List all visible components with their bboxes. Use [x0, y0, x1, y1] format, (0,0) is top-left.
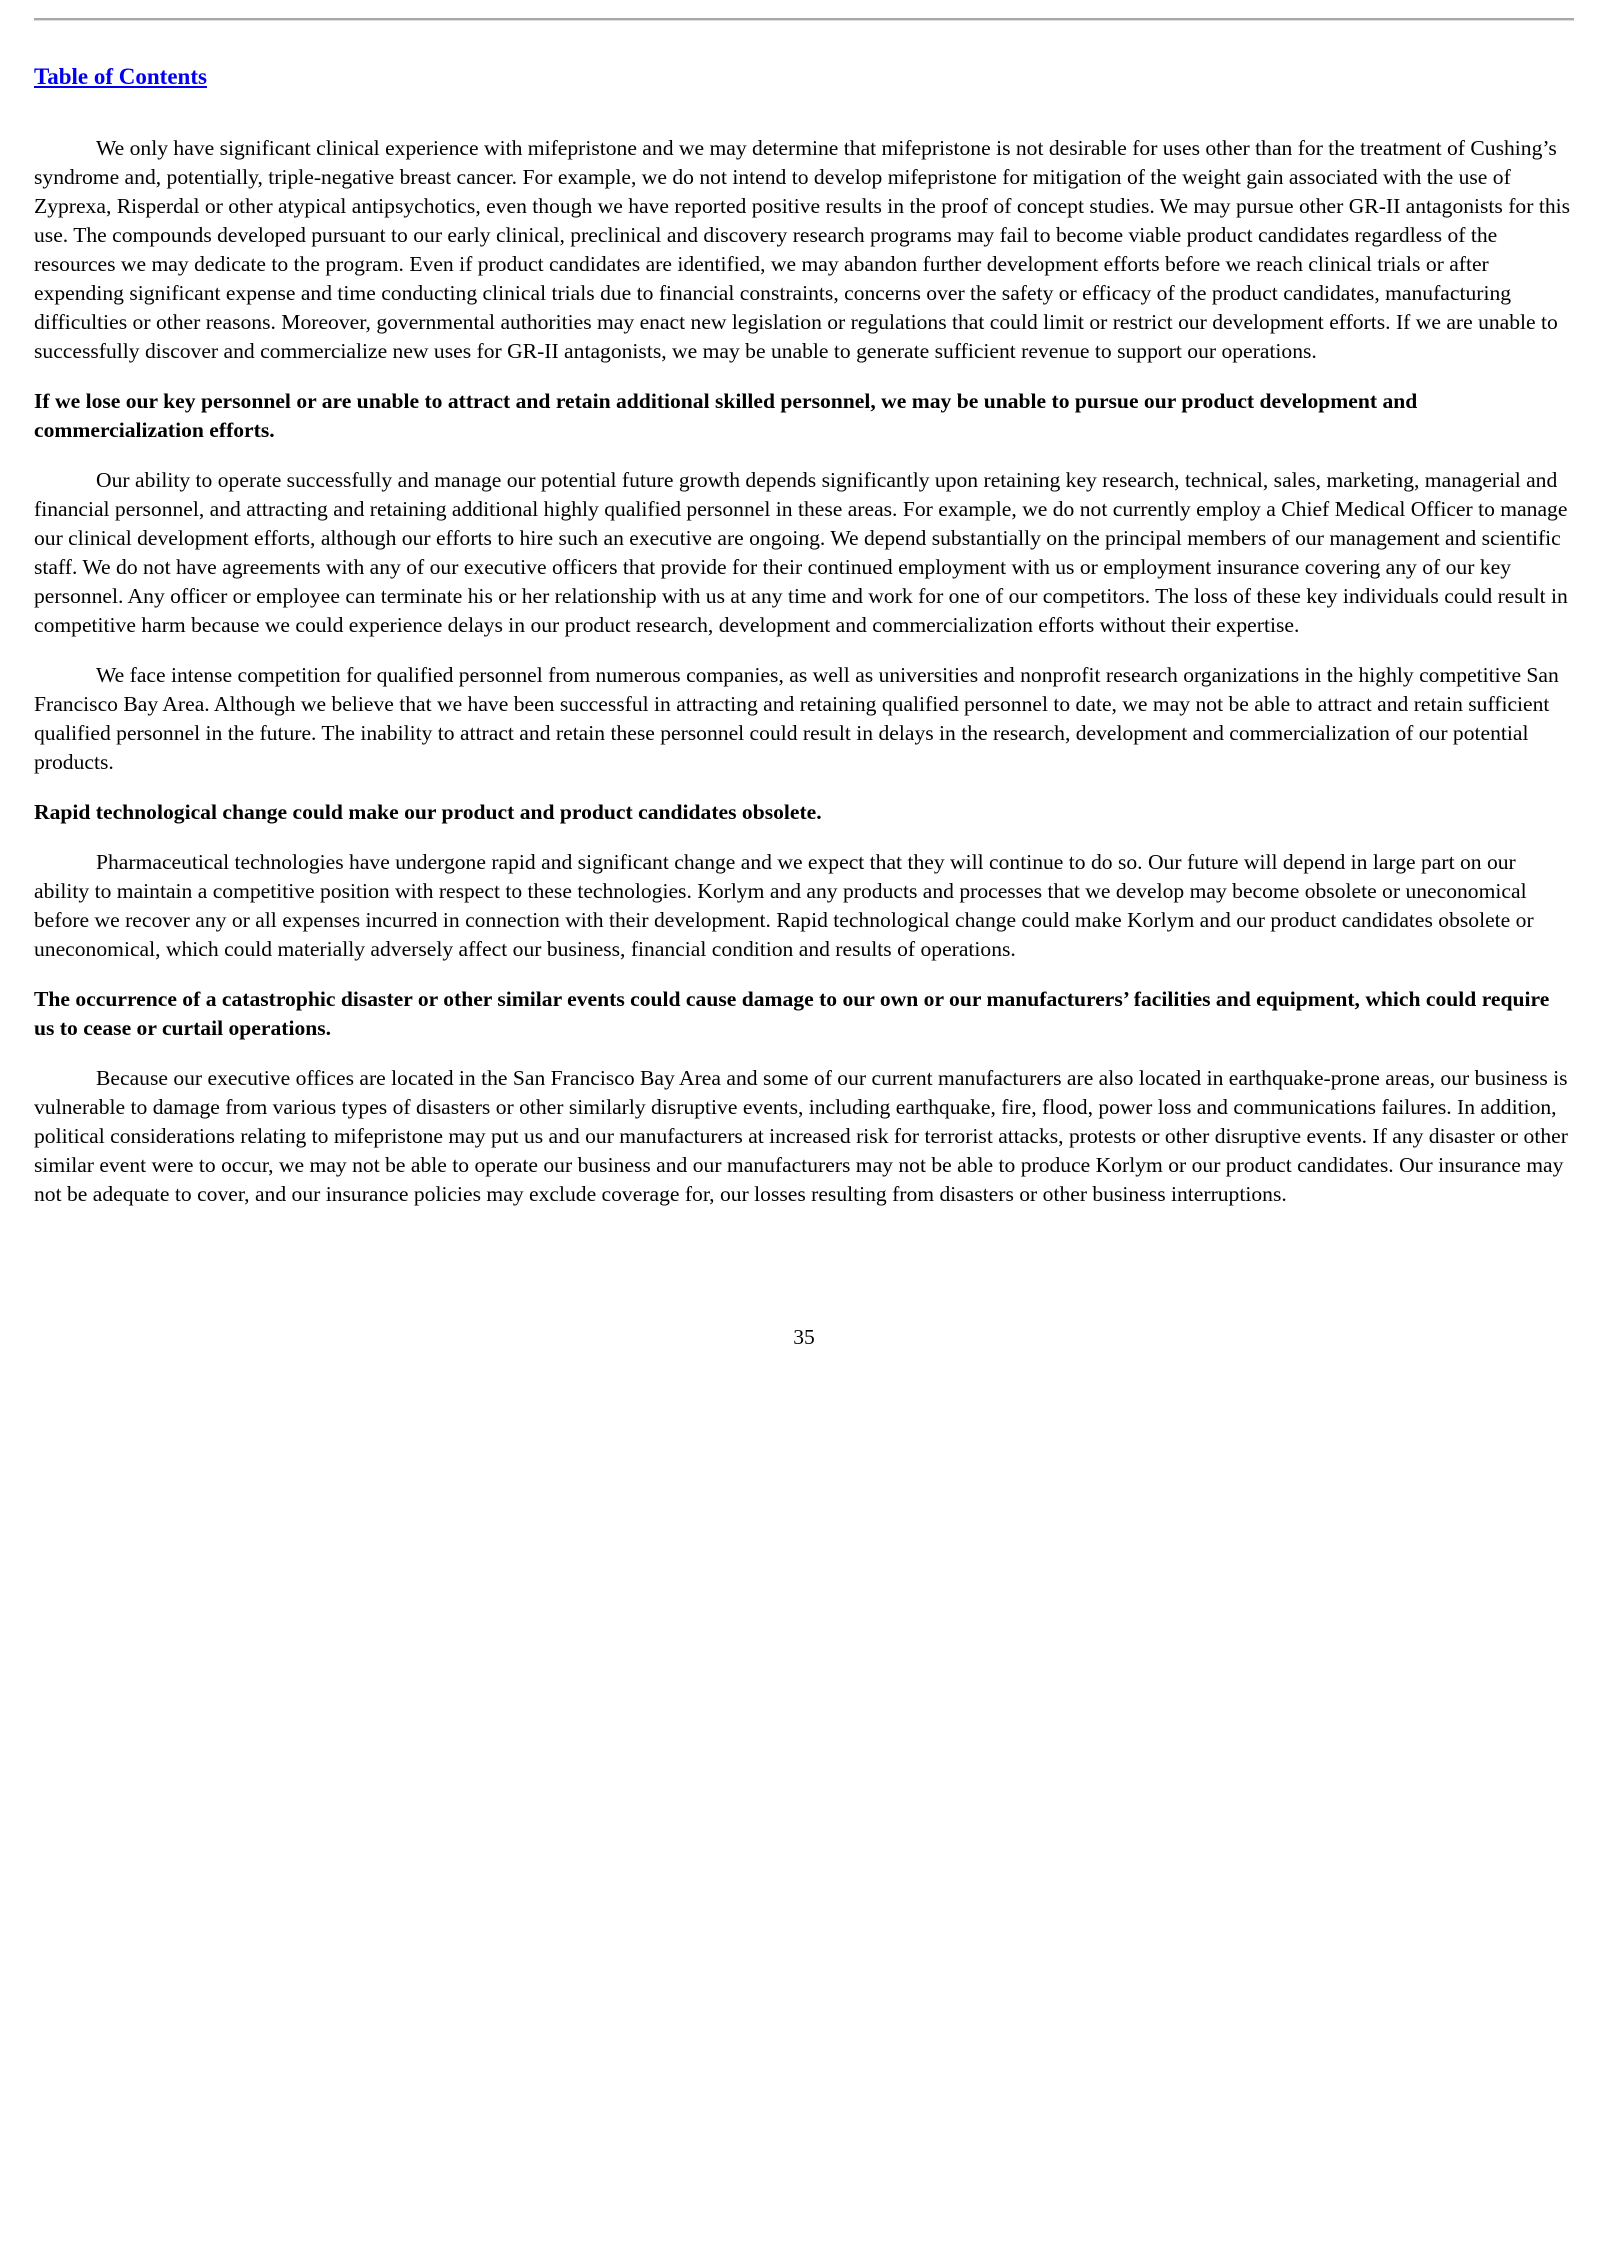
top-divider: [34, 18, 1574, 20]
body-paragraph: We face intense competition for qualified personnel from numerous companies, as well as universities and nonprofit research organizations in the highly competitive San Francisco Bay Area. Although we believe that we have been successful in attracting and retaining qualified personnel to date, we may not be able to attract and retain sufficient qualified personnel in the future. The inability to attract and retain these personnel could result in delays in the research, development and commercialization of our potential products.: [34, 663, 1559, 774]
section-heading: If we lose our key personnel or are unable to attract and retain additional skilled personnel, we may be unable to pursue our product development and commercialization efforts.: [34, 389, 1418, 442]
body-paragraph: Because our executive offices are located in the San Francisco Bay Area and some of our current manufacturers are also located in earthquake-prone areas, our business is vulnerable to damage from various types of disasters or other similarly disruptive events, including earthquake, fire, flood, power loss and communications failures. In addition, political considerations relating to mifepristone may put us and our manufacturers at increased risk for terrorist attacks, protests or other disruptive events. If any disaster or other similar event were to occur, we may not be able to operate our business and our manufacturers may not be able to produce Korlym or our product candidates. Our insurance may not be adequate to cover, and our insurance policies may exclude coverage for, our losses resulting from disasters or other business interruptions.: [34, 1066, 1568, 1206]
table-of-contents-link[interactable]: Table of Contents: [34, 64, 207, 89]
section-heading: Rapid technological change could make our product and product candidates obsolete.: [34, 800, 822, 824]
body-paragraph: Pharmaceutical technologies have undergone rapid and significant change and we expect that they will continue to do so. Our future will depend in large part on our ability to maintain a competitive position with respect to these technologies. Korlym and any products and processes that we develop may become obsolete or uneconomical before we recover any or all expenses incurred in connection with their development. Rapid technological change could make Korlym and our product candidates obsolete or uneconomical, which could materially adversely affect our business, financial condition and results of operations.: [34, 850, 1534, 961]
body-paragraph: Our ability to operate successfully and manage our potential future growth depends significantly upon retaining key research, technical, sales, marketing, managerial and financial personnel, and attracting and retaining additional highly qualified personnel in these areas. For example, we do not currently employ a Chief Medical Officer to manage our clinical development efforts, although our efforts to hire such an executive are ongoing. We depend substantially on the principal members of our management and scientific staff. We do not have agreements with any of our executive officers that provide for their continued employment with us or employment insurance covering any of our key personnel. Any officer or employee can terminate his or her relationship with us at any time and work for one of our competitors. The loss of these key individuals could result in competitive harm because we could experience delays in our product research, development and commercialization efforts without their expertise.: [34, 468, 1568, 637]
section-heading: The occurrence of a catastrophic disaster or other similar events could cause damage to our own or our manufacturers’ facilities and equipment, which could require us to cease or curtail operations.: [34, 987, 1550, 1040]
body-paragraph: We only have significant clinical experience with mifepristone and we may determine that mifepristone is not desirable for uses other than for the treatment of Cushing’s syndrome and, potentially, triple-negative breast cancer. For example, we do not intend to develop mifepristone for mitigation of the weight gain associated with the use of Zyprexa, Risperdal or other atypical antipsychotics, even though we have reported positive results in the proof of concept studies. We may pursue other GR-II antagonists for this use. The compounds developed pursuant to our early clinical, preclinical and discovery research programs may fail to become viable product candidates regardless of the resources we may dedicate to the program. Even if product candidates are identified, we may abandon further development efforts before we reach clinical trials or after expending significant expense and time conducting clinical trials due to financial constraints, concerns over the safety or efficacy of the product candidates, manufacturing difficulties or other reasons. Moreover, governmental authorities may enact new legislation or regulations that could limit or restrict our development efforts. If we are unable to successfully discover and commercialize new uses for GR-II antagonists, we may be unable to generate sufficient revenue to support our operations.: [34, 136, 1571, 363]
page-content: [34, 134, 1574, 1230]
page-number: 35: [793, 1325, 815, 1349]
